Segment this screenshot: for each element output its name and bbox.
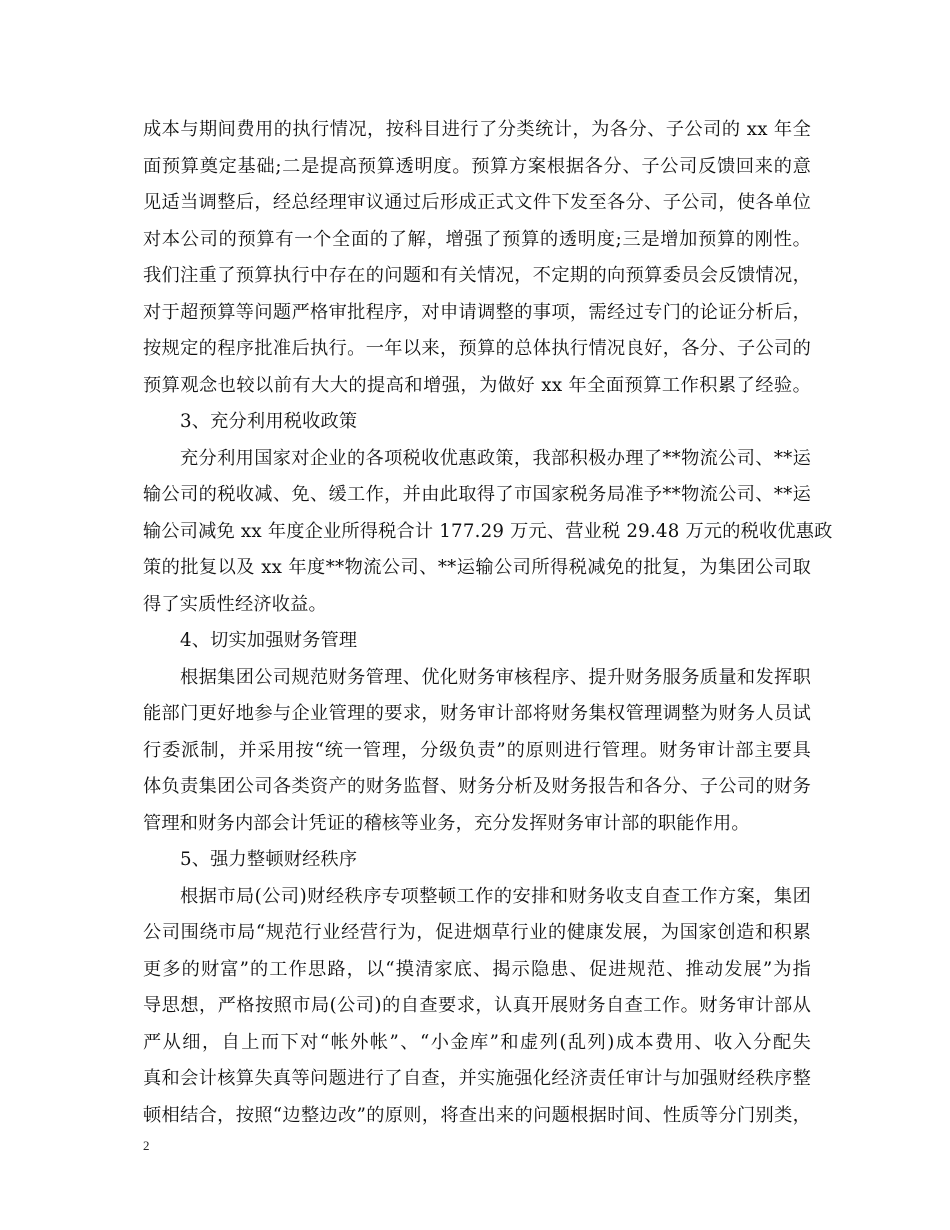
body-line: 对本公司的预算有一个全面的了解，增强了预算的透明度;三是增加预算的刚性。 [143,228,811,250]
body-line: 严从细，自上而下对“帐外帐”、“小金库”和虚列(乱列)成本费用、收入分配失 [143,1031,811,1053]
body-line: 得了实质性经济收益。 [143,593,327,615]
body-line: 更多的财富”的工作思路，以“摸清家底、揭示隐患、促进规范、推动发展”为指 [143,958,811,980]
body-line: 预算观念也较以前有大大的提高和增强，为做好 xx 年全面预算工作积累了经验。 [143,374,811,396]
body-line: 面预算奠定基础;二是提高预算透明度。预算方案根据各分、子公司反馈回来的意 [143,155,811,177]
section-heading: 3、充分利用税收政策 [180,411,358,432]
body-line: 成本与期间费用的执行情况，按科目进行了分类统计，为各分、子公司的 xx 年全 [143,119,811,140]
body-line: 输公司减免 xx 年度企业所得税合计 177.29 万元、营业税 29.48 万元的税收优惠政 [143,520,833,542]
body-line: 策的批复以及 xx 年度**物流公司、**运输公司所得税减免的批复，为集团公司取 [143,557,811,578]
body-line: 我们注重了预算执行中存在的问题和有关情况，不定期的向预算委员会反馈情况， [143,265,811,286]
paragraph-first-line: 根据集团公司规范财务管理、优化财务审核程序、提升财务服务质量和发挥职 [180,666,811,688]
page-number: 2 [143,1138,150,1153]
body-line: 能部门更好地参与企业管理的要求，财务审计部将财务集权管理调整为财务人员试 [143,703,811,724]
body-line: 见适当调整后，经总经理审议通过后形成正式文件下发至各分、子公司，使各单位 [143,192,811,213]
paragraph-first-line: 根据市局(公司)财经秩序专项整顿工作的安排和财务收支自查工作方案，集团 [180,885,811,907]
section-heading: 5、强力整顿财经秩序 [180,849,358,870]
section-heading: 4、切实加强财务管理 [180,630,358,651]
body-line: 输公司的税收减、免、缓工作，并由此取得了市国家税务局准予**物流公司、**运 [143,484,811,505]
body-line: 体负责集团公司各类资产的财务监督、财务分析及财务报告和各分、子公司的财务 [143,776,811,797]
body-line: 导思想，严格按照市局(公司)的自查要求，认真开展财务自查工作。财务审计部从 [143,995,811,1016]
body-line: 管理和财务内部会计凭证的稽核等业务，充分发挥财务审计部的职能作用。 [143,812,750,834]
paragraph-first-line: 充分利用国家对企业的各项税收优惠政策，我部积极办理了**物流公司、**运 [180,447,811,469]
body-line: 顿相结合，按照“边整边改”的原则，将查出来的问题根据时间、性质等分门别类， [143,1104,811,1126]
document-body [143,112,833,1134]
body-line: 对于超预算等问题严格审批程序，对申请调整的事项，需经过专门的论证分析后， [143,301,811,323]
body-line: 按规定的程序批准后执行。一年以来，预算的总体执行情况良好，各分、子公司的 [143,338,811,359]
body-line: 公司围绕市局“规范行业经营行为，促进烟草行业的健康发展，为国家创造和积累 [143,922,811,943]
body-line: 真和会计核算失真等问题进行了自查，并实施强化经济责任审计与加强财经秩序整 [143,1068,811,1089]
body-line: 行委派制，并采用按“统一管理，分级负责”的原则进行管理。财务审计部主要具 [143,739,811,761]
